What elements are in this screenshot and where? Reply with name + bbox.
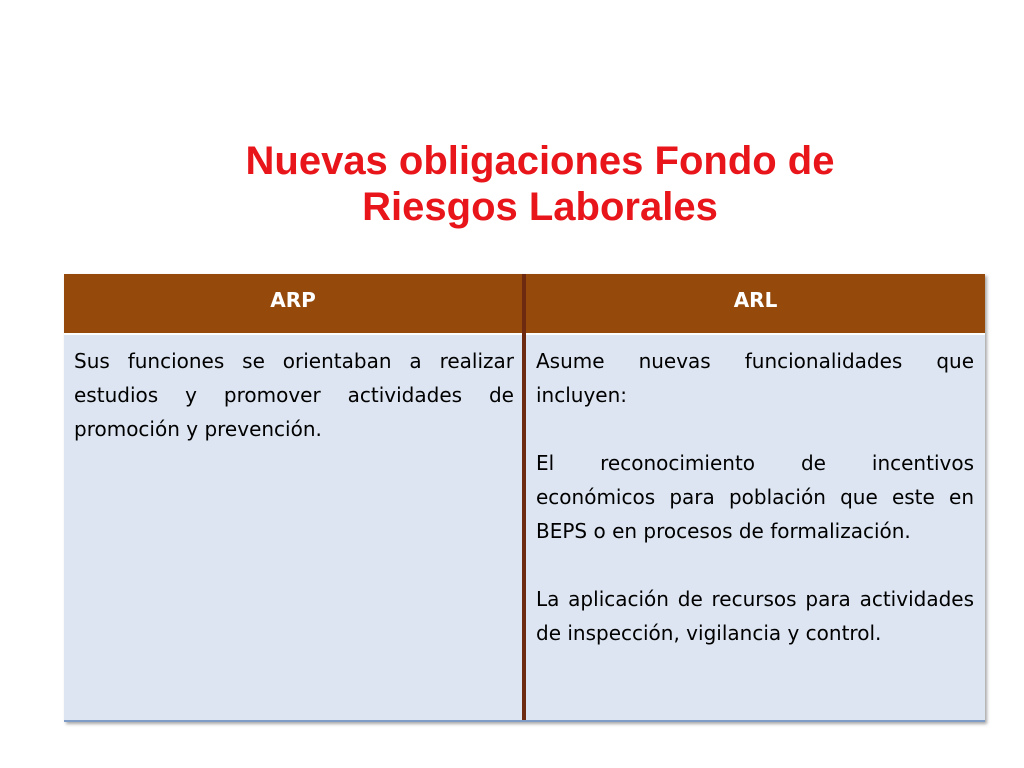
title-line-1: Nuevas obligaciones Fondo de <box>245 139 835 183</box>
arl-paragraph-incentives: El reconocimiento de incentivos económicos para población que este en BEPS o en procesos de formalización. <box>536 451 974 543</box>
arp-description: Sus funciones se orientaban a realizar estudios y promover actividades de promoción y prevención. <box>74 349 514 441</box>
comparison-table <box>64 274 985 722</box>
arl-paragraph-intro: Asume nuevas funcionalidades que incluyen: <box>536 349 974 407</box>
table-cell-arp <box>74 344 514 446</box>
column-divider <box>522 274 526 720</box>
table-cell-arl <box>536 344 974 650</box>
column-header-arp: ARP <box>270 288 316 312</box>
title-line-2: Riesgos Laborales <box>362 185 718 229</box>
arl-paragraph-resources: La aplicación de recursos para actividades de inspección, vigilancia y control. <box>536 587 974 645</box>
column-header-arl: ARL <box>733 288 778 312</box>
slide-title <box>140 138 940 230</box>
